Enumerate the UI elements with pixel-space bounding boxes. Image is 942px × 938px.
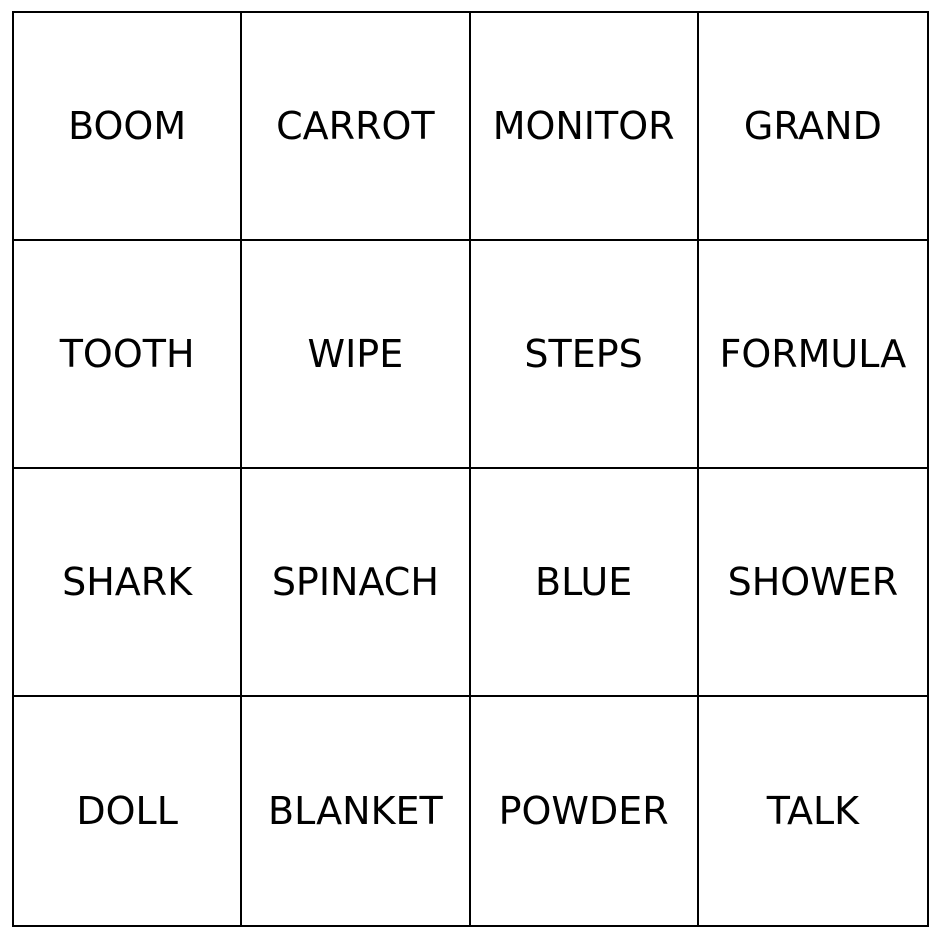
- word-tile[interactable]: [242, 469, 470, 697]
- tile-label: SHARK: [62, 560, 193, 604]
- tile-label: SHOWER: [727, 560, 899, 604]
- word-tile[interactable]: [242, 241, 470, 469]
- word-tile[interactable]: [471, 241, 699, 469]
- word-tile[interactable]: [14, 469, 242, 697]
- tile-label: BOOM: [68, 104, 187, 148]
- word-tile[interactable]: [14, 241, 242, 469]
- tile-label: BLANKET: [268, 789, 443, 833]
- tile-label: TOOTH: [59, 332, 195, 376]
- tile-label: BLUE: [535, 560, 633, 604]
- tile-label: POWDER: [498, 789, 669, 833]
- tile-label: GRAND: [743, 104, 882, 148]
- tile-label: CARROT: [276, 104, 435, 148]
- tile-label: WIPE: [307, 332, 404, 376]
- word-tile[interactable]: [471, 469, 699, 697]
- word-tile[interactable]: [14, 697, 242, 925]
- word-tile[interactable]: [699, 469, 927, 697]
- word-tile[interactable]: [471, 697, 699, 925]
- tile-label: STEPS: [524, 332, 643, 376]
- tile-label: TALK: [766, 789, 860, 833]
- word-tile[interactable]: [14, 13, 242, 241]
- tile-label: DOLL: [76, 789, 178, 833]
- tile-label: MONITOR: [492, 104, 675, 148]
- word-grid: [12, 11, 929, 927]
- word-tile[interactable]: [242, 697, 470, 925]
- word-tile[interactable]: [242, 13, 470, 241]
- tile-label: SPINACH: [271, 560, 439, 604]
- word-tile[interactable]: [471, 13, 699, 241]
- word-tile[interactable]: [699, 241, 927, 469]
- word-tile[interactable]: [699, 697, 927, 925]
- tile-label: FORMULA: [719, 332, 907, 376]
- word-tile[interactable]: [699, 13, 927, 241]
